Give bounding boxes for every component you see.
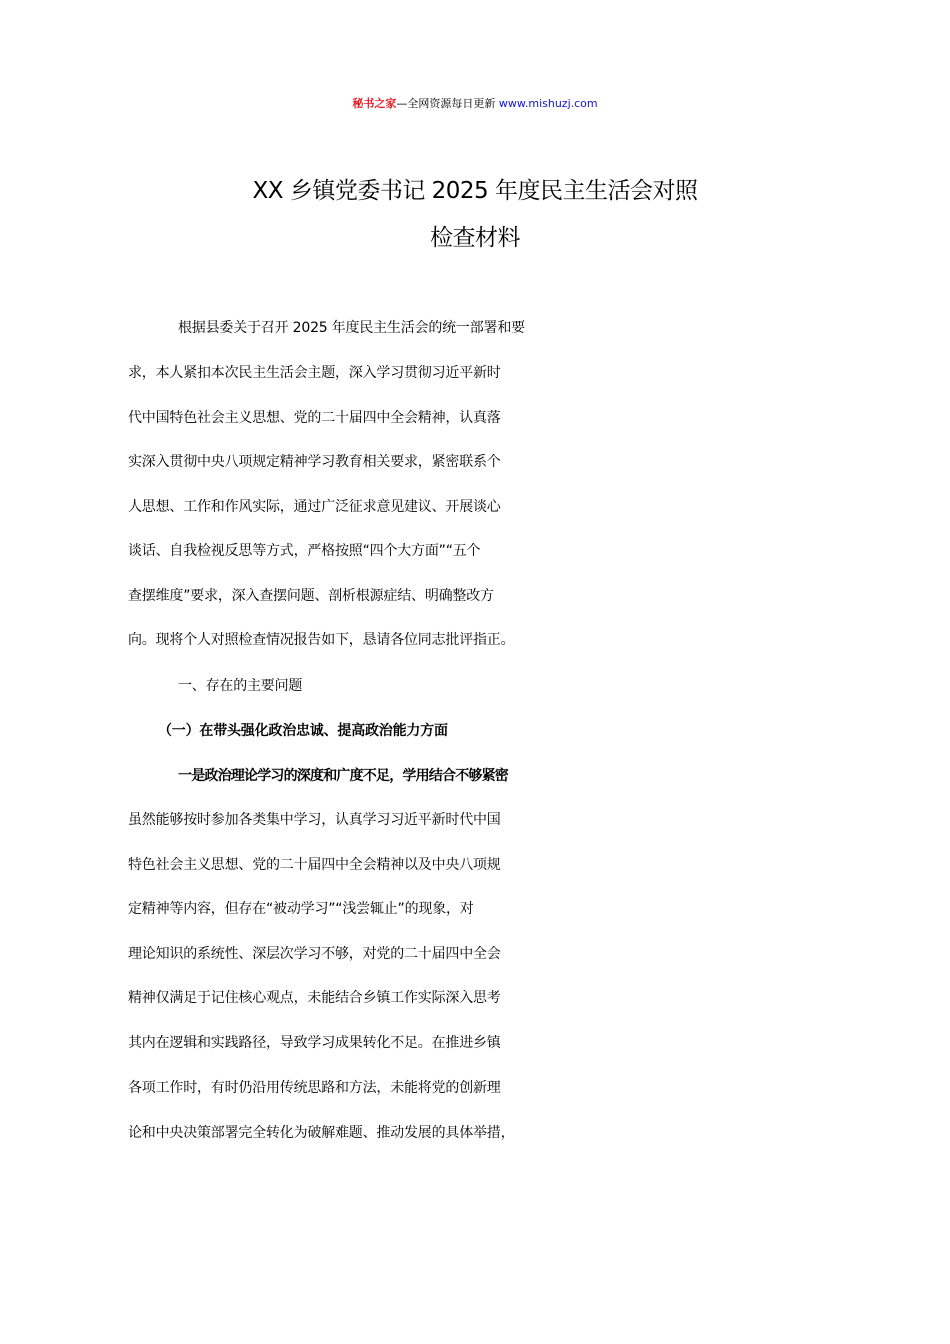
point-text-line: 特色社会主义思想、党的二十届四中全会精神以及中央八项规: [128, 857, 501, 873]
site-url[interactable]: www.mishuzj.com: [498, 97, 598, 110]
intro-line: 代中国特色社会主义思想、党的二十届四中全会精神，认真落: [128, 410, 501, 426]
point-heading: 一是政治理论学习的深度和广度不足，学用结合不够紧密: [178, 768, 508, 784]
point-text-line: 虽然能够按时参加各类集中学习，认真学习习近平新时代中国: [128, 812, 501, 828]
intro-line: 谈话、自我检视反思等方式，严格按照“四个大方面”“五个: [128, 543, 481, 559]
point-text-line: 论和中央决策部署完全转化为破解难题、推动发展的具体举措，: [128, 1125, 515, 1141]
point-text-line: 定精神等内容，但存在“被动学习”“浅尝辄止”的现象，对: [128, 901, 474, 917]
point-text-line: 理论知识的系统性、深层次学习不够，对党的二十届四中全会: [128, 946, 501, 962]
intro-line: 实深入贯彻中央八项规定精神学习教育相关要求，紧密联系个: [128, 454, 501, 470]
intro-line: 求，本人紧扣本次民主生活会主题，深入学习贯彻习近平新时: [128, 365, 501, 381]
intro-line: 查摆维度”要求，深入查摆问题、剖析根源症结、明确整改方: [128, 588, 494, 604]
section-heading: 一、存在的主要问题: [178, 678, 303, 694]
site-header: [0, 88, 950, 120]
document-title-line-2: 检查材料: [430, 225, 520, 251]
subsection-heading: （一）在带头强化政治忠诚、提高政治能力方面: [158, 723, 448, 739]
intro-line: 根据县委关于召开 2025 年度民主生活会的统一部署和要: [178, 320, 525, 336]
point-text-line: 精神仅满足于记住核心观点，未能结合乡镇工作实际深入思考: [128, 990, 501, 1006]
brand-name: 秘书之家: [352, 97, 397, 110]
header-slogan: —全网资源每日更新: [396, 97, 496, 110]
point-text-line: 各项工作时，有时仍沿用传统思路和方法，未能将党的创新理: [128, 1080, 501, 1096]
intro-line: 人思想、工作和作风实际，通过广泛征求意见建议、开展谈心: [128, 499, 501, 515]
intro-line: 向。现将个人对照检查情况报告如下，恳请各位同志批评指正。: [128, 632, 515, 648]
point-text-line: 其内在逻辑和实践路径，导致学习成果转化不足。在推进乡镇: [128, 1035, 501, 1051]
document-title-line-1: XX 乡镇党委书记 2025 年度民主生活会对照: [252, 178, 698, 204]
